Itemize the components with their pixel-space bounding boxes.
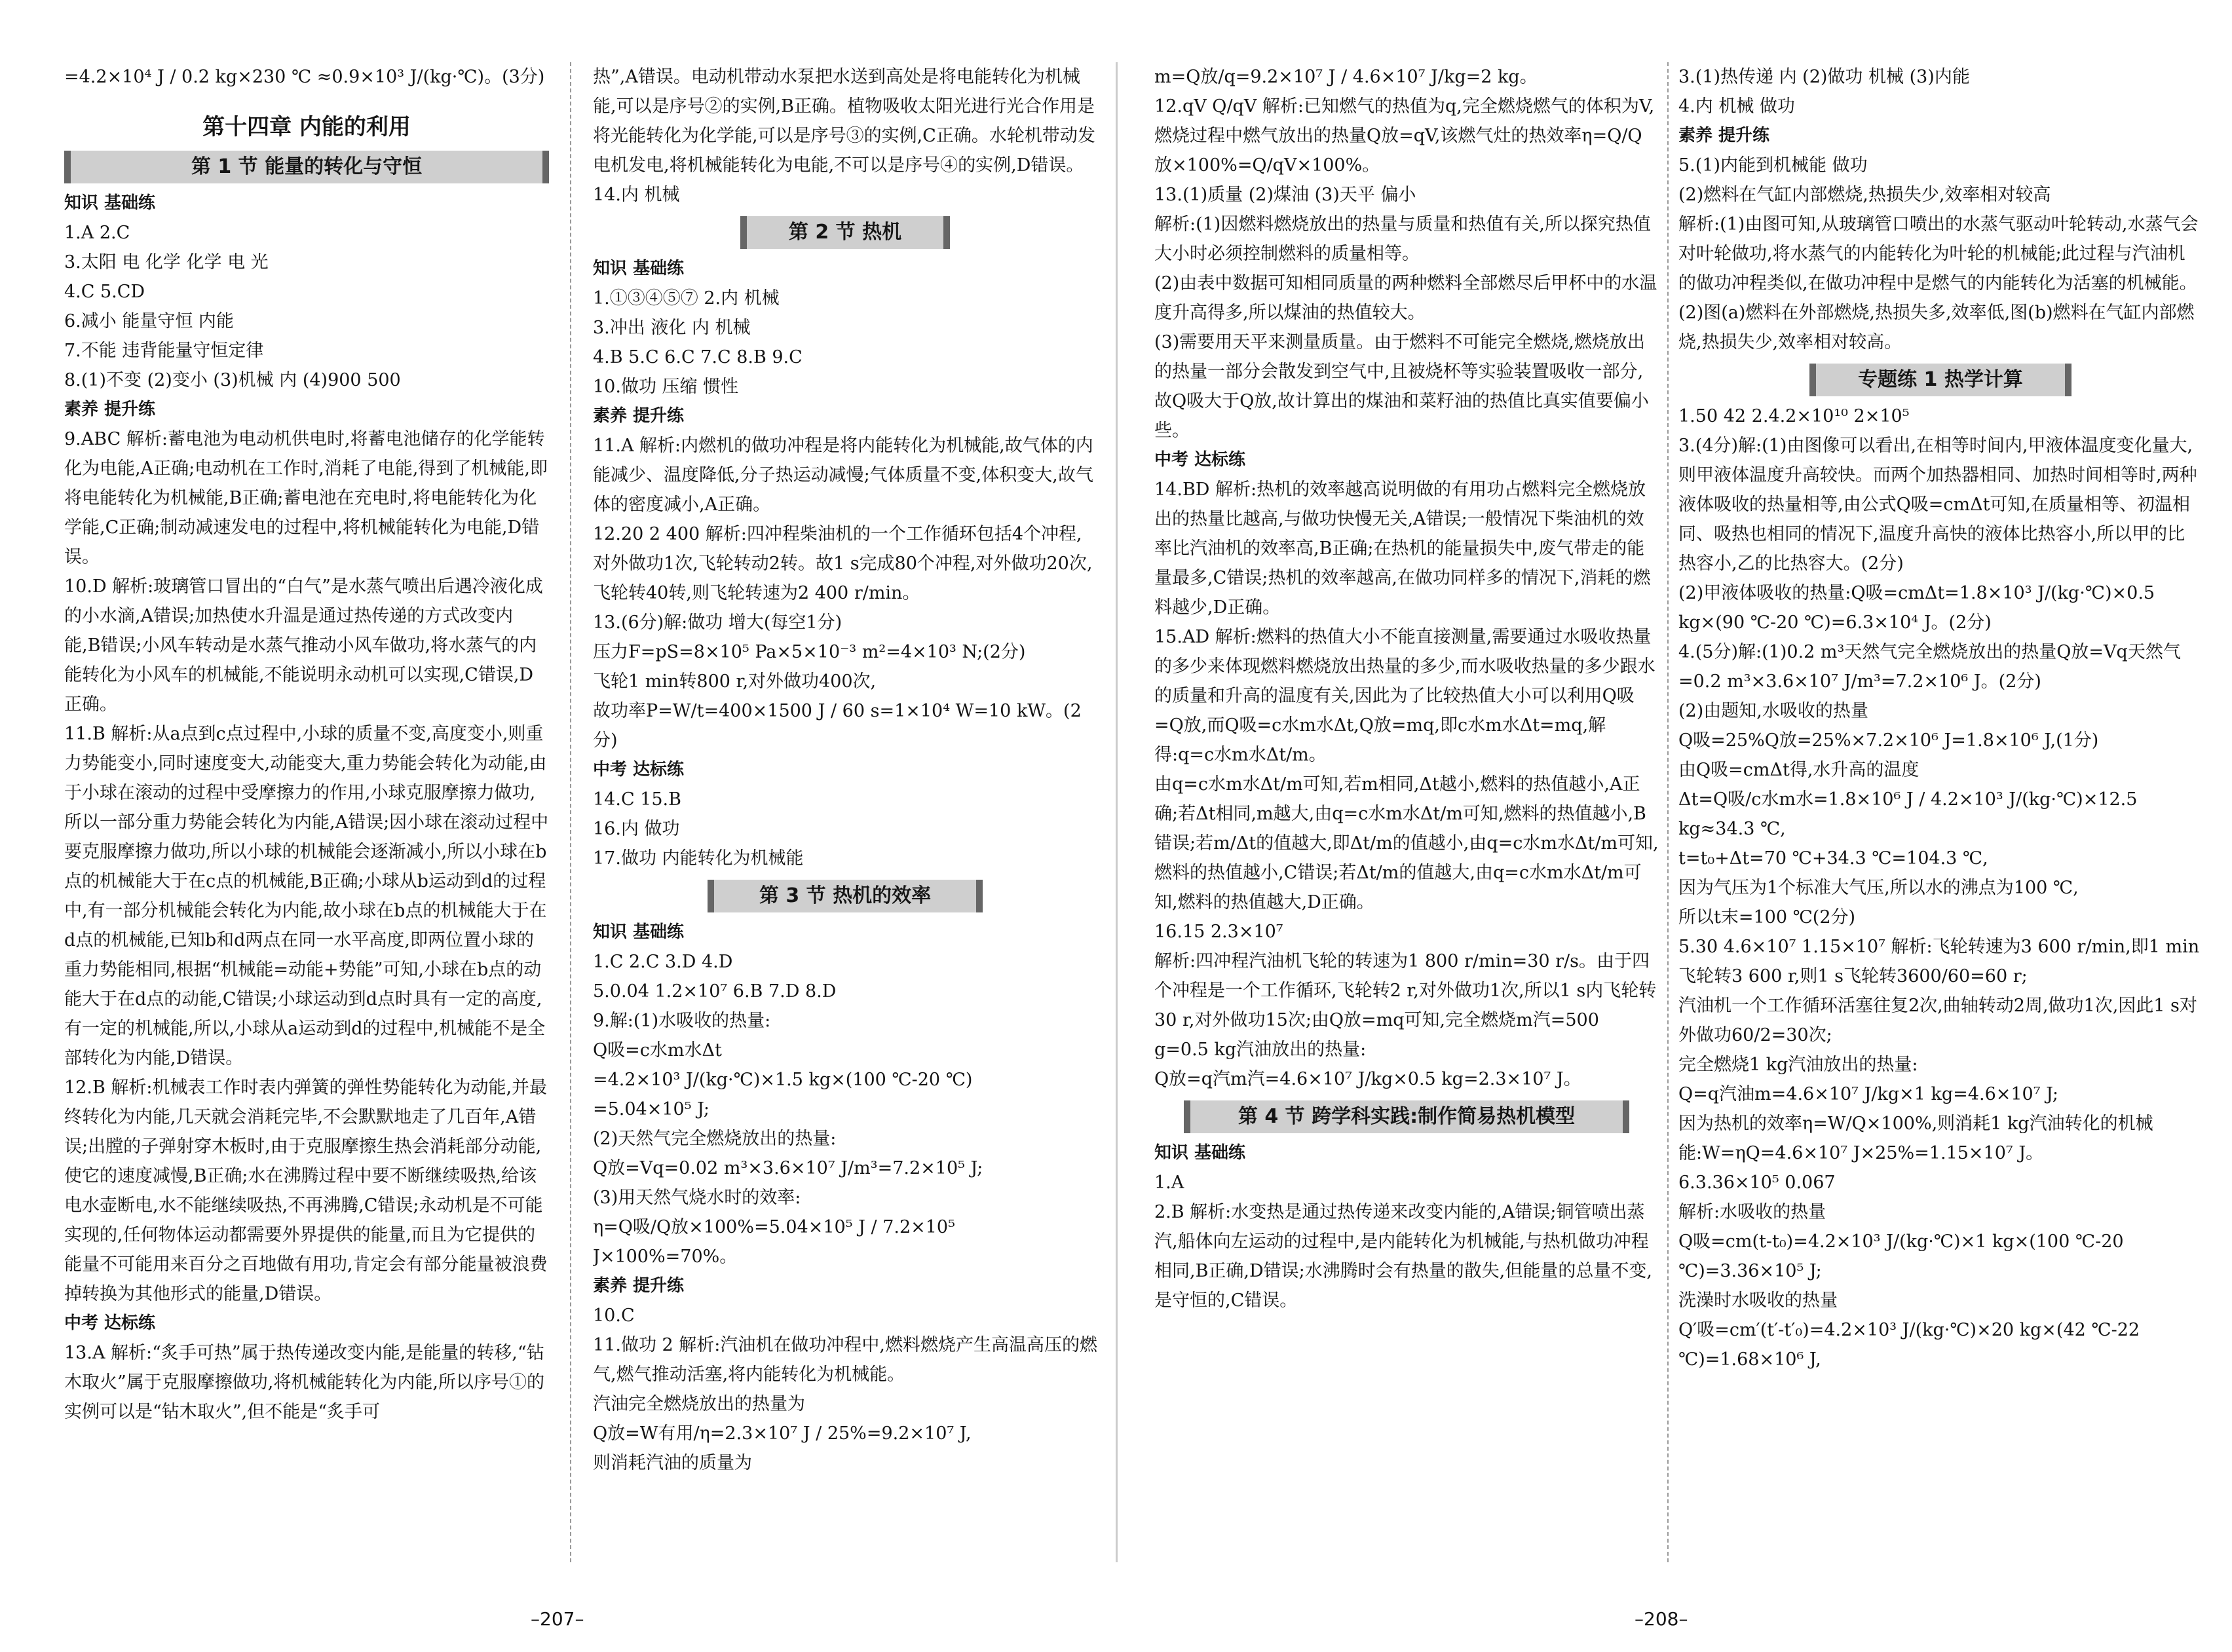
answer-line: 6.减小 能量守恒 内能 [64,311,234,331]
answer-line: 6.3.36×10⁵ 0.067 [1678,1173,1836,1193]
answer-line: (2)燃料在气缸内部燃烧,热损失少,效率相对较高 [1678,185,2051,205]
answer-line: 压力F=pS=8×10⁵ Pa×5×10⁻³ m²=4×10³ N;(2分) [593,642,1026,662]
answer-line: 12.qV Q/qV 解析:已知燃气的热值为q,完全燃烧燃气的体积为V,燃烧过程中燃气放出的热量Q放=qV,该燃气灶的热效率η=Q/Q放×100%=Q/qV×100%。 [1154,96,1655,176]
answer-line: 飞轮1 min转800 r,对外做功400次, [593,671,877,692]
answer-line: 14.内 机械 [593,185,680,205]
answer-line: 热”,A错误。电动机带动水泵把水送到高处是将电能转化为机械能,可以是序号②的实例,B正确。植物吸收太阳光进行光合作用是将光能转化为化学能,可以是序号③的实例,C正确。水轮机带动发电机发电,将机械能转化为电能,不可以是序号④的实例,D错误。 [593,67,1095,176]
answer-line: 2.B 解析:水变热是通过热传递来改变内能的,A错误;铜管喷出蒸汽,船体向左运动的过程中,是内能转化为机械能,与热机做功冲程相同,B正确,D错误;水沸腾时会有热量的散失,但能量的总量不变,是守恒的,C错误。 [1154,1202,1652,1311]
column-divider [1667,62,1669,1562]
answer-line: 1.A 2.C [64,223,130,243]
answer-line: 15.AD 解析:燃料的热值大小不能直接测量,需要通过水吸收热量的多少来体现燃料燃烧放出热量的多少,而水吸收热量的多少跟水的质量和升高的温度有关,因此为了比较热值大小可以利用Q吸=Q放,而Q吸=c水m水Δt,Q放=mq,即c水m水Δt=mq,解得:q=c水m水Δt/m。 [1154,627,1655,765]
column-3 [1154,62,1659,1569]
subheading: 中考 达标练 [64,1313,156,1333]
answer-line: =4.2×10³ J/(kg·℃)×1.5 kg×(100 ℃-20 ℃) [593,1070,973,1090]
answer-line: 故功率P=W/t=400×1500 J / 60 s=1×10⁴ W=10 kW。(2分) [593,701,1082,751]
answer-line: 11.B 解析:从a点到c点过程中,小球的质量不变,高度变小,则重力势能变小,同时速度变大,动能变大,重力势能会转化为动能,由于小球在滚动的过程中受摩擦力的作用,小球克服摩擦力做功,所以一部分重力势能会转化为内能,A错误;因小球在滚动过程中要克服摩擦力做功,所以小球的机械能会逐渐减小,所以小球在b点的机械能大于在c点的机械能,B正确;小球从b运动到d的过程中,有一部分机械能会转化为内能,故小球在b点的机械能大于在d点的机械能,已知b和d两点在同一水平高度,即两位置小球的重力势能相同,根据“机械能=动能+势能”可知,小球在b点的动能大于在d点的动能,C错误;小球运动到d点时具有一定的高度,有一定的机械能,所以,小球从a运动到d的过程中,机械能不是全部转化为内能,D错误。 [64,724,549,1068]
answer-line: m=Q放/q=9.2×10⁷ J / 4.6×10⁷ J/kg=2 kg。 [1154,67,1538,87]
subheading: 素养 提升练 [593,1276,685,1296]
answer-line: Q放=Vq=0.02 m³×3.6×10⁷ J/m³=7.2×10⁵ J; [593,1158,983,1178]
answer-line: 1.50 42 2.4.2×10¹⁰ 2×10⁵ [1678,406,1910,426]
answer-line: 11.做功 2 解析:汽油机在做功冲程中,燃料燃烧产生高温高压的燃气,燃气推动活塞,将内能转化为机械能。 [593,1335,1097,1385]
answer-line: t=t₀+Δt=70 ℃+34.3 ℃=104.3 ℃, [1678,848,1988,869]
answer-line: η=Q吸/Q放×100%=5.04×10⁵ J / 7.2×10⁵ J×100%=70%。 [593,1217,955,1267]
subheading: 知识 基础练 [64,193,156,213]
column-divider [570,62,571,1562]
answer-line: 9.解:(1)水吸收的热量: [593,1011,771,1031]
answer-line: 4.(5分)解:(1)0.2 m³天然气完全燃烧放出的热量Q放=Vq天然气=0.2 m³×3.6×10⁷ J/m³=7.2×10⁶ J。(2分) [1678,642,2181,692]
answer-line: (2)由题知,水吸收的热量 [1678,701,1868,721]
answer-line: 14.C 15.B [593,789,681,810]
answer-line: Q′吸=cm′(t′-t′₀)=4.2×10³ J/(kg·℃)×20 kg×(42 ℃-22 ℃)=1.68×10⁶ J, [1678,1320,2140,1370]
subheading: 知识 基础练 [593,259,685,278]
chapter-title: 第十四章 内能的利用 [202,114,411,140]
answer-line: Q吸=cm(t-t₀)=4.2×10³ J/(kg·℃)×1 kg×(100 ℃-20 ℃)=3.36×10⁵ J; [1678,1231,2124,1281]
answer-line: 10.C [593,1305,635,1326]
answer-line: 14.BD 解析:热机的效率越高说明做的有用功占燃料完全燃烧放出的热量比越高,与做功快慢无关,A错误;一般情况下柴油机的效率比汽油机的效率高,B正确;在热机的能量损失中,废气带走的能量最多,C错误;热机的效率越高,在做功同样多的情况下,消耗的燃料越少,D正确。 [1154,479,1651,618]
answer-line: 4.C 5.CD [64,282,145,302]
answer-line: 洗澡时水吸收的热量 [1678,1290,1838,1311]
page-gutter [1116,62,1118,1562]
subheading: 中考 达标练 [593,760,685,779]
subheading: 知识 基础练 [593,922,685,942]
subheading: 中考 达标练 [1154,450,1246,470]
answer-line: Δt=Q吸/c水m水=1.8×10⁶ J / 4.2×10³ J/(kg·℃)×12.5 kg≈34.3 ℃, [1678,789,2138,839]
answer-line: 11.A 解析:内燃机的做功冲程是将内能转化为机械能,故气体的内能减少、温度降低,分子热运动减慢;气体质量不变,体积变大,故气体的密度减小,A正确。 [593,436,1093,515]
answer-line: 13.A 解析:“炙手可热”属于热传递改变内能,是能量的转移,“钻木取火”属于克服摩擦做功,将机械能转化为内能,所以序号①的实例可以是“钻木取火”,但不能是“炙手可 [64,1343,544,1422]
answer-line: 12.20 2 400 解析:四冲程柴油机的一个工作循环包括4个冲程,对外做功1次,飞轮转动2转。故1 s完成80个冲程,对外做功20次,飞轮转40转,则飞轮转速为2 400 r/min。 [593,524,1093,603]
answer-line: 所以t末=100 ℃(2分) [1678,907,1856,928]
page-number-left: –207– [531,1608,584,1630]
page-number-right: –208– [1635,1608,1688,1630]
subheading: 素养 提升练 [1678,126,1770,145]
answer-line: 7.不能 违背能量守恒定律 [64,341,264,361]
answer-line: 8.(1)不变 (2)变小 (3)机械 内 (4)900 500 [64,370,401,390]
answer-line: 1.A [1154,1173,1184,1193]
answer-line: 4.B 5.C 6.C 7.C 8.B 9.C [593,347,803,367]
answer-line: 5.30 4.6×10⁷ 1.15×10⁷ 解析:飞轮转速为3 600 r/min,即1 min飞轮转3 600 r,则1 s飞轮转3600/60=60 r; [1678,937,2200,986]
answer-line: 完全燃烧1 kg汽油放出的热量: [1678,1055,1918,1075]
answer-line: 5.(1)内能到机械能 做功 [1678,155,1868,176]
section-heading: 第 2 节 热机 [740,216,950,249]
answer-line: 3.(4分)解:(1)由图像可以看出,在相等时间内,甲液体温度变化量大,则甲液体温度升高较快。而两个加热器相同、加热时间相等时,两种液体吸收的热量相等,由公式Q吸=cmΔt可知,在质量相等、初温相同、吸热也相同的情况下,温度升高快的液体比热容小,所以甲的比热容小,乙的比热容大。(2分) [1678,436,2197,574]
answer-line: 解析:(1)因燃料燃烧放出的热量与质量和热值有关,所以探究热值大小时必须控制燃料的质量相等。 [1154,214,1651,264]
answer-line: 则消耗汽油的质量为 [593,1453,752,1473]
answer-line: 汽油机一个工作循环活塞往复2次,曲轴转动2周,做功1次,因此1 s对外做功60/2=30次; [1678,996,2197,1045]
answer-line: =4.2×10⁴ J / 0.2 kg×230 ℃ ≈0.9×10³ J/(kg·℃)。(3分) [64,67,545,87]
subheading: 知识 基础练 [1154,1143,1246,1163]
answer-line: 17.做功 内能转化为机械能 [593,848,804,869]
answer-line: 9.ABC 解析:蓄电池为电动机供电时,将蓄电池储存的化学能转化为电能,A正确;电动机在工作时,消耗了电能,得到了机械能,即将电能转化为机械能,B正确;蓄电池在充电时,将电能转化为化学能,C正确;制动减速发电的过程中,将机械能转化为电能,D错误。 [64,429,548,567]
answer-line: 10.做功 压缩 惯性 [593,377,739,397]
answer-line: 1.C 2.C 3.D 4.D [593,952,733,972]
answer-line: Q=q汽油m=4.6×10⁷ J/kg×1 kg=4.6×10⁷ J; [1678,1084,2058,1104]
section-heading: 专题练 1 热学计算 [1809,364,2071,396]
column-1 [64,62,549,1569]
answer-line: 10.D 解析:玻璃管口冒出的“白气”是水蒸气喷出后遇冷液化成的小水滴,A错误;加热使水升温是通过热传递的方式改变内能,B错误;小风车转动是水蒸气推动小风车做功,将水蒸气的内能转化为小风车的机械能,不能说明永动机可以实现,C错误,D正确。 [64,576,543,715]
column-2 [593,62,1097,1569]
answer-line: 16.15 2.3×10⁷ [1154,922,1283,942]
answer-line: (2)由表中数据可知相同质量的两种燃料全部燃尽后甲杯中的水温度升高得多,所以煤油的热值较大。 [1154,273,1657,323]
answer-line: 4.内 机械 做功 [1678,96,1795,117]
answer-line: 5.0.04 1.2×10⁷ 6.B 7.D 8.D [593,981,837,1002]
answer-line: 13.(1)质量 (2)煤油 (3)天平 偏小 [1154,185,1416,205]
answer-line: 3.冲出 液化 内 机械 [593,318,751,338]
section-heading: 第 4 节 跨学科实践:制作简易热机模型 [1184,1100,1629,1133]
answer-line: 3.(1)热传递 内 (2)做功 机械 (3)内能 [1678,67,1970,87]
section-heading: 第 3 节 热机的效率 [708,880,983,912]
subheading: 素养 提升练 [593,406,685,426]
answer-line: 解析:四冲程汽油机飞轮的转速为1 800 r/min=30 r/s。由于四个冲程是一个工作循环,飞轮转2 r,对外做功1次,所以1 s内飞轮转30 r,对外做功15次;由Q放=mq可知,完全燃烧m汽=500 g=0.5 kg汽油放出的热量: [1154,951,1657,1060]
answer-line: (3)需要用天平来测量质量。由于燃料不可能完全燃烧,燃烧放出的热量一部分会散发到空气中,且被烧杯等实验装置吸收一部分,故Q吸大于Q放,故计算出的煤油和菜籽油的热值比真实值要偏小些。 [1154,332,1649,441]
answer-line: Q放=W有用/η=2.3×10⁷ J / 25%=9.2×10⁷ J, [593,1423,972,1444]
answer-line: 12.B 解析:机械表工作时表内弹簧的弹性势能转化为动能,并最终转化为内能,几天就会消耗完毕,不会默默地走了几百年,A错误;出膛的子弹射穿木板时,由于克服摩擦生热会消耗部分动能,使它的速度减慢,B正确;水在沸腾过程中要不断继续吸热,给该电水壶断电,水不能继续吸热,不再沸腾,C错误;永动机是不可能实现的,任何物体运动都需要外界提供的能量,而且为它提供的能量不可能用来百分之百地做有用功,肯定会有部分能量被浪费掉转换为其他形式的能量,D错误。 [64,1078,548,1304]
answer-line: 16.内 做功 [593,819,680,839]
answer-line: (2)甲液体吸收的热量:Q吸=cmΔt=1.8×10³ J/(kg·℃)×0.5 kg×(90 ℃-20 ℃)=6.3×10⁴ J。(2分) [1678,583,2155,633]
answer-line: 3.太阳 电 化学 化学 电 光 [64,252,269,272]
answer-line: =5.04×10⁵ J; [593,1099,709,1119]
answer-line: 由q=c水m水Δt/m可知,若m相同,Δt越小,燃料的热值越小,A正确;若Δt相同,m越大,由q=c水m水Δt/m可知,燃料的热值越小,B错误;若m/Δt的值越大,即Δt/m的值越小,由q=c水m水Δt/m可知,燃料的热值越小,C错误;若Δt/m的值越大,由q=c水m水Δt/m可知,燃料的热值越大,D正确。 [1154,774,1659,912]
section-heading: 第 1 节 能量的转化与守恒 [64,151,549,183]
answer-line: (3)用天然气烧水时的效率: [593,1188,801,1208]
answer-line: Q吸=25%Q放=25%×7.2×10⁶ J=1.8×10⁶ J,(1分) [1678,730,2099,751]
answer-line: 13.(6分)解:做功 增大(每空1分) [593,612,842,633]
answer-line: Q吸=c水m水Δt [593,1040,722,1061]
answer-line: 解析:(1)由图可知,从玻璃管口喷出的水蒸气驱动叶轮转动,水蒸气会对叶轮做功,将水蒸气的内能转化为叶轮的机械能;此过程与汽油机的做功冲程类似,在做功冲程中是燃气的内能转化为活塞的机械能。(2)图(a)燃料在外部燃烧,热损失多,效率低,图(b)燃料在气缸内部燃烧,热损失少,效率相对较高。 [1678,214,2199,352]
answer-line: 解析:水吸收的热量 [1678,1202,1826,1222]
answer-line: (2)天然气完全燃烧放出的热量: [593,1129,837,1149]
answer-line: 汽油完全燃烧放出的热量为 [593,1394,805,1414]
answer-line: 因为热机的效率η=W/Q×100%,则消耗1 kg汽油转化的机械能:W=ηQ=4.6×10⁷ J×25%=1.15×10⁷ J。 [1678,1114,2153,1163]
answer-line: 由Q吸=cmΔt得,水升高的温度 [1678,760,1920,780]
subheading: 素养 提升练 [64,400,156,419]
answer-line: 因为气压为1个标准大气压,所以水的沸点为100 ℃, [1678,878,2079,898]
answer-line: Q放=q汽m汽=4.6×10⁷ J/kg×0.5 kg=2.3×10⁷ J。 [1154,1069,1581,1089]
answer-line: 1.①③④⑤⑦ 2.内 机械 [593,288,780,309]
column-4 [1678,62,2203,1569]
